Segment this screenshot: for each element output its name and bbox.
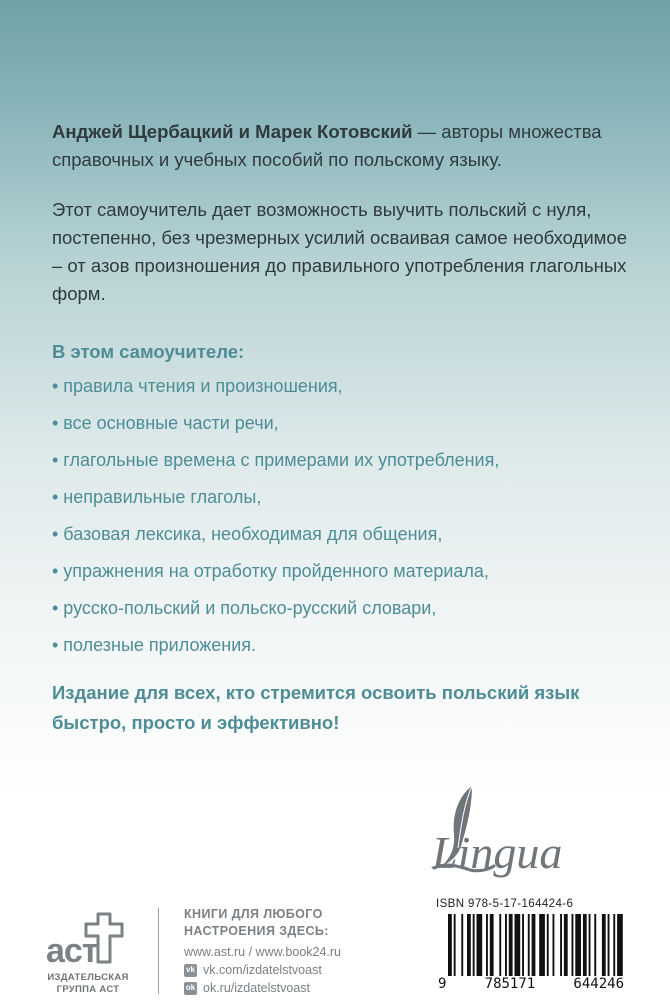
ok-link: ok.ru/izdatelstvoast (203, 981, 310, 995)
features-title: В этом самоучителе: (52, 341, 245, 362)
publisher-block (28, 906, 428, 996)
publisher-info (184, 906, 447, 997)
ast-logo-text: аст (46, 932, 98, 970)
vk-link-row (184, 961, 444, 979)
book-description: Этот самоучитель дает возможность выучить польский с нуля, постепенно, без чрезмерных усилий осваивая самое необходимое – от азов произношения до правильного употребления глагольных форм. (52, 199, 627, 304)
list-item: • неправильные глаголы, (52, 487, 262, 507)
closing-statement: Издание для всех, кто стремится освоить польский язык быстро, просто и эффективно! (52, 682, 580, 733)
websites: www.ast.ru / www.book24.ru (184, 945, 342, 959)
ast-caption-line2: ГРУППА АСТ (56, 984, 120, 995)
ast-caption-line1: ИЗДАТЕЛЬСКАЯ (47, 972, 129, 983)
barcode-digit-group: 785171 (484, 976, 536, 992)
vk-icon: vk (184, 964, 197, 977)
ok-icon: ok (184, 982, 197, 995)
list-item: • базовая лексика, необходимая для общения, (52, 524, 443, 544)
isbn-text: ISBN 978-5-17-164424-6 (436, 898, 574, 910)
features-list (52, 368, 632, 664)
ok-link-row (184, 979, 444, 997)
list-item: • правила чтения и произношения, (52, 376, 343, 396)
list-item: • упражнения на отработку пройденного материала, (52, 561, 489, 581)
barcode-bars (436, 914, 626, 976)
authors-description: — авторы множества справочных и учебных пособий по польскому языку. (52, 121, 602, 170)
lingua-series-logo (428, 782, 598, 878)
authors-names: Анджей Щербацкий и Марек Котовский (52, 121, 413, 142)
series-logo-text: Lingua (432, 827, 563, 878)
divider (158, 908, 159, 994)
list-item: • русско-польский и польско-русский словари, (52, 598, 437, 618)
barcode-digit-group: 644246 (573, 976, 624, 992)
barcode-digit-group: 9 (438, 976, 447, 992)
barcode-digits (436, 976, 626, 992)
list-item: • все основные части речи, (52, 413, 279, 433)
list-item: • полезные приложения. (52, 635, 257, 655)
slogan-line2: НАСТРОЕНИЯ ЗДЕСЬ: (184, 924, 329, 938)
slogan-line1: КНИГИ ДЛЯ ЛЮБОГО (184, 907, 323, 921)
authors-intro (52, 118, 632, 174)
list-item: • глагольные времена с примерами их употребления, (52, 450, 500, 470)
ast-caption (28, 972, 148, 996)
vk-link: vk.com/izdatelstvoast (203, 963, 322, 977)
back-cover-text (52, 118, 632, 738)
